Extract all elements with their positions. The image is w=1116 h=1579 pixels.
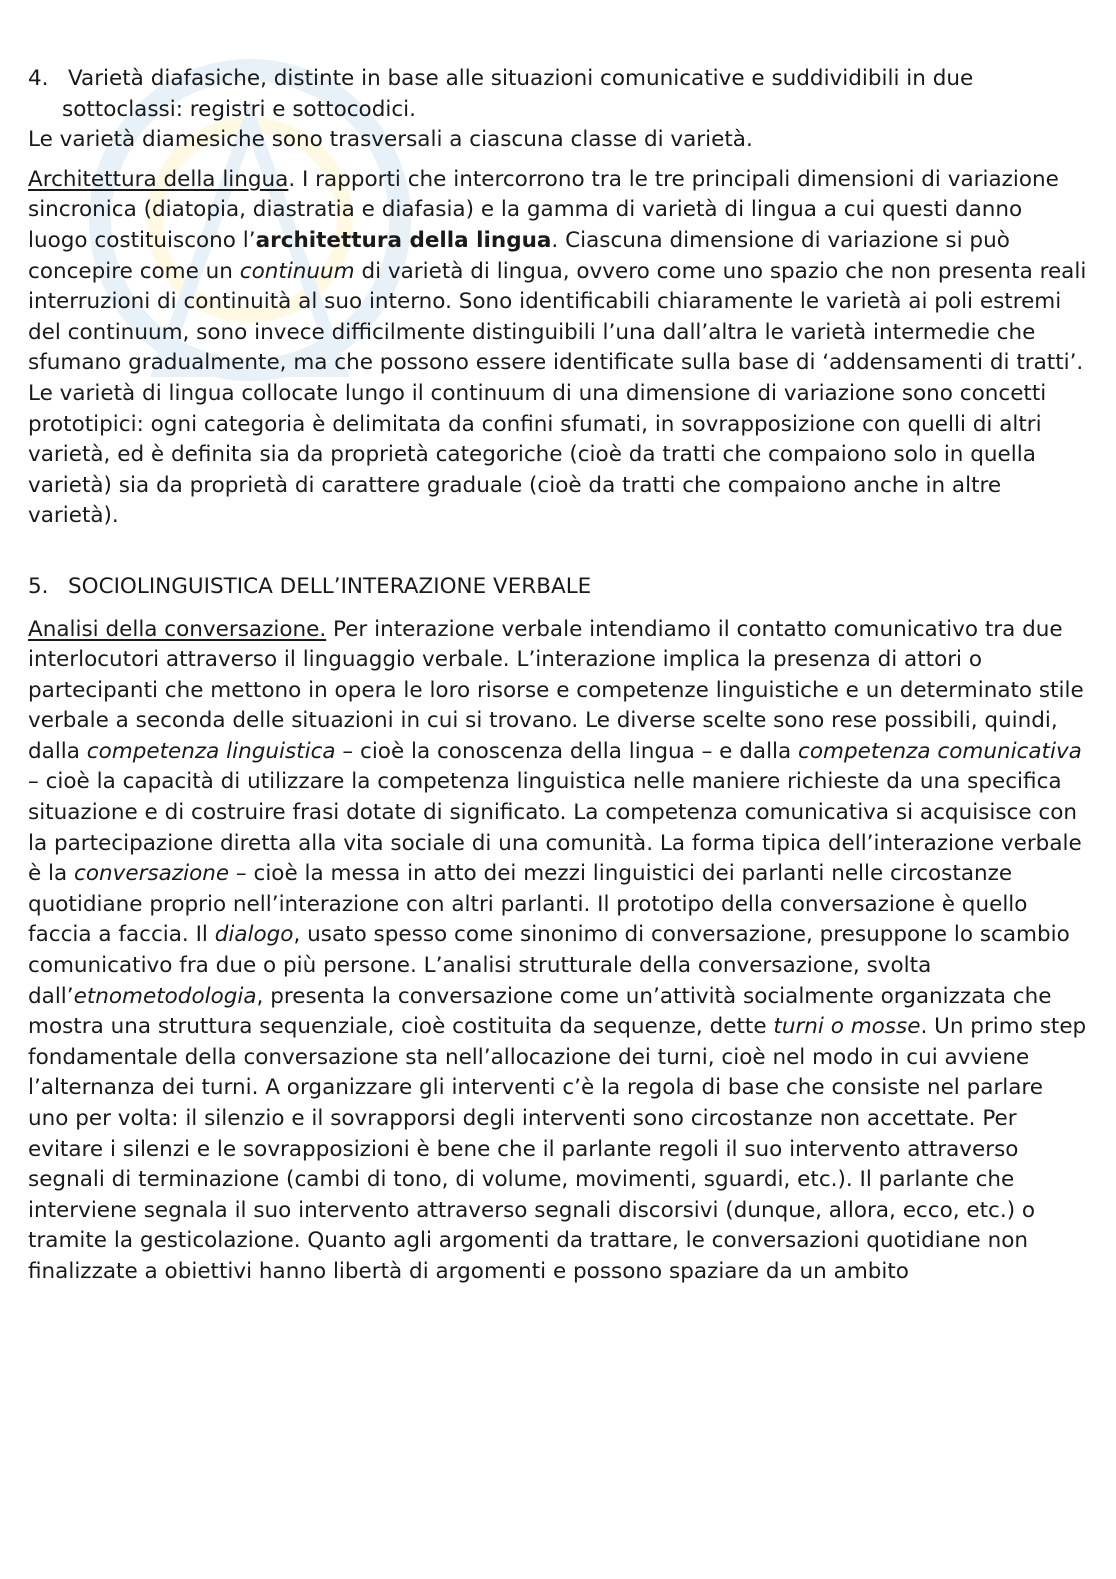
text-run: . I rapporti che intercorrono tra le tre principali dimensioni di variazione sincronica (diatopia, diastratia e diafasia) e la gamma di varietà di lingua a cui questi danno luogo costituiscono l’ — [28, 166, 1059, 253]
list-item-text: Varietà diafasiche, distinte in base alle situazioni comunicative e suddividibili in due sottoclassi: registri e sottocodici. — [62, 66, 974, 122]
text-run: Per interazione verbale intendiamo il contatto comunicativo tra due interlocutori attraverso il linguaggio verbale. L’interazione implica la presenza di attori o partecipanti che mettono in opera le loro risorse e competenze linguistiche e un determinato stile verbale a seconda delle situazioni in cui si trovano. Le diverse scelte sono rese possibili, quindi, dalla — [28, 616, 1084, 764]
text-run: . Ciascuna dimensione di variazione si può concepire come un — [28, 227, 1010, 284]
bold-term: architettura della lingua — [255, 227, 552, 253]
italic-term: competenza comunicativa — [798, 738, 1082, 764]
section-number: 5. — [28, 573, 49, 599]
paragraph-analisi-conversazione — [28, 615, 1088, 1288]
document-page — [28, 64, 1088, 1288]
text-run: . Un primo step fondamentale della conversazione sta nell’allocazione dei turni, cioè nel modo in cui avviene l’alternanza dei turni. A organizzare gli interventi c’è la regola di base che consiste nel parlare uno per volta: il silenzio e il sovrapporsi degli interventi sono circostanze non accettate. Per evitare i silenzi e le sovrapposizioni è bene che il parlante regoli il suo intervento attraverso segnali di terminazione (cambi di tono, di volume, movimenti, sguardi, etc.). Il parlante che interviene segnala il suo intervento attraverso segnali discorsivi (dunque, allora, ecco, etc.) o tramite la gesticolazione. Quanto agli argomenti da trattare, le conversazioni quotidiane non finalizzate a obiettivi hanno libertà di argomenti e possono spaziare da un ambito — [28, 1014, 1087, 1284]
italic-term: dialogo — [214, 922, 294, 948]
diamesic-note: Le varietà diamesiche sono trasversali a ciascuna classe di varietà. — [28, 127, 753, 153]
paragraph-varieta-prototipiche: Le varietà di lingua collocate lungo il continuum di una dimensione di variazione sono concetti prototipici: ogni categoria è delimitata da confini sfumati, in sovrapposizione con quelli di altri varietà, ed è definita sia da proprietà categoriche (cioè da tratti che compaiono solo in quella varietà) sia da proprietà di carattere graduale (cioè da tratti che compaiono anche in altre varietà). — [28, 380, 1047, 529]
italic-term: competenza linguistica — [86, 738, 336, 764]
text-run: – cioè la capacità di utilizzare la competenza linguistica nelle maniere richieste da una specifica situazione e di costruire frasi dotate di significato. La competenza comunicativa si acquisisce con la partecipazione diretta alla vita sociale di una comunità. La forma tipica dell’interazione verbale è la — [28, 769, 1082, 887]
italic-term: etnometodologia — [73, 983, 257, 1009]
list-item-4 — [28, 64, 1088, 125]
italic-term: continuum — [239, 258, 355, 284]
section-heading-5 — [28, 572, 1088, 603]
paragraph-architettura — [28, 165, 1088, 379]
text-run: , presenta la conversazione come un’attività socialmente organizzata che mostra una struttura sequenziale, cioè costituita da sequenze, dette — [28, 983, 1052, 1040]
term-analisi-heading: Analisi della conversazione. — [28, 616, 327, 642]
section-title: SOCIOLINGUISTICA DELL’INTERAZIONE VERBALE — [68, 573, 592, 599]
text-run: – cioè la messa in atto dei mezzi linguistici dei parlanti nelle circostanze quotidiane proprio nell’interazione con altri parlanti. Il prototipo della conversazione è quello faccia a faccia. Il — [28, 861, 1028, 948]
italic-term: turni o mosse — [773, 1014, 921, 1040]
text-run: di varietà di lingua, ovvero come uno spazio che non presenta reali interruzioni di continuità al suo interno. Sono identificabili chiaramente le varietà ai poli estremi del continuum, sono invece difficilmente distinguibili l’una dall’altra le varietà intermedie che sfumano gradualmente, ma che possono essere identificate sulla base di ‘addensamenti di tratti’. — [28, 258, 1087, 376]
italic-term: conversazione — [74, 861, 230, 887]
list-number: 4. — [28, 66, 49, 91]
text-run: , usato spesso come sinonimo di conversazione, presuppone lo scambio comunicativo fra due o più persone. L’analisi strutturale della conversazione, svolta dall’ — [28, 922, 1070, 1009]
text-run: – cioè la conoscenza della lingua – e dalla — [335, 738, 799, 764]
term-architettura-heading: Architettura della lingua — [28, 166, 289, 192]
